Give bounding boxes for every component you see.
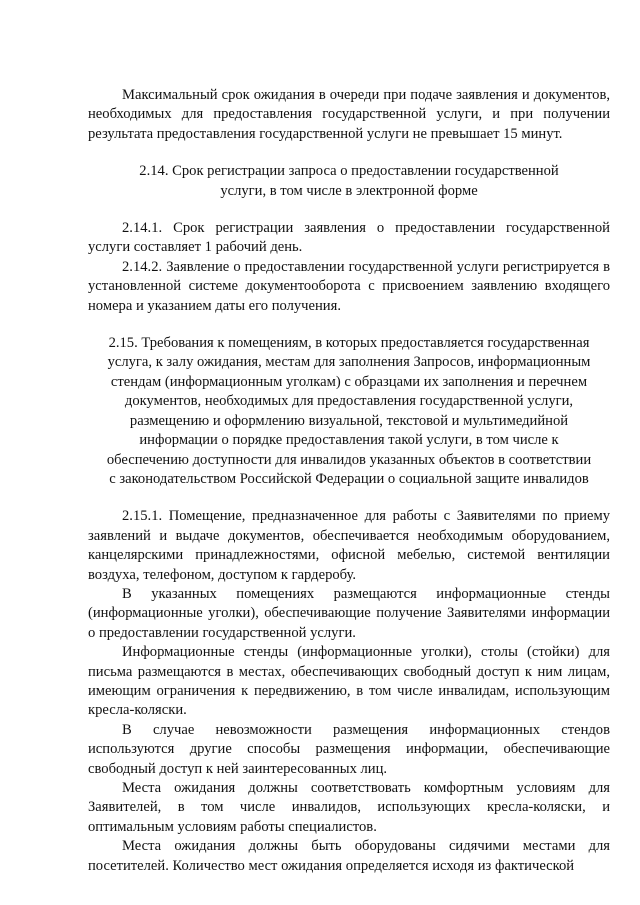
document-page bbox=[88, 86, 610, 876]
paragraph-waiting-time: Максимальный срок ожидания в очереди при подаче заявления и документов, необходимых для предоставления государственной услуги, и при получении результата предоставления государственной услуги не превышает 15 минут. bbox=[88, 87, 610, 142]
section-heading-2-14: 2.14. Срок регистрации запроса о предоставлении государственной услуги, в том числе в электронной форме bbox=[139, 163, 559, 199]
paragraph-waiting-places: Места ожидания должны соответствовать комфортным условиям для Заявителей, в том числе инвалидов, использующих кресла-коляски, и оптимальным условиям работы специалистов. bbox=[88, 780, 610, 835]
paragraph-2-14-2: 2.14.2. Заявление о предоставлении государственной услуги регистрируется в установленной системе документооборота с присвоением заявлению входящего номера и указанием даты его получения. bbox=[88, 258, 610, 314]
paragraph-seating: Места ожидания должны быть оборудованы сидячими местами для посетителей. Количество мест ожидания определяется исходя из фактической bbox=[88, 838, 610, 874]
paragraph-tables-access: Информационные стенды (информационные уголки), столы (стойки) для письма размещаются в местах, обеспечивающих свободный доступ к ним лицам, имеющим ограничения к передвижению, в том числе инвалидам, использующим кресла-коляски. bbox=[88, 644, 610, 719]
section-heading-2-15: 2.15. Требования к помещениям, в которых предоставляется государственная услуга, к залу ожидания, местам для заполнения Запросов, информационным стендам (информационным уголкам) с образцами их заполнения и перечнем документов, необходимых для предоставления государственной услуги, размещению и оформлению визуальной, текстовой и мультимедийной информации о порядке предоставления такой услуги, в том числе к обеспечению доступности для инвалидов указанных объектов в соответствии с законодательством Российской Федерации о социальной защите инвалидов bbox=[106, 335, 592, 487]
paragraph-info-stands: В указанных помещениях размещаются информационные стенды (информационные уголки), обеспечивающие получение Заявителями информации о предоставлении государственной услуги. bbox=[88, 585, 610, 641]
paragraph-2-14-1: 2.14.1. Срок регистрации заявления о предоставлении государственной услуги составляет 1 рабочий день. bbox=[88, 220, 610, 256]
paragraph-other-methods: В случае невозможности размещения информационных стендов используются другие способы размещения информации, обеспечивающие свободный доступ к ней заинтересованных лиц. bbox=[88, 721, 610, 777]
paragraph-2-15-1: 2.15.1. Помещение, предназначенное для работы с Заявителями по приему заявлений и выдаче документов, обеспечивается необходимым оборудованием, канцелярскими принадлежностями, офисной мебелью, системой вентиляции воздуха, телефоном, доступом к гардеробу. bbox=[88, 508, 610, 583]
